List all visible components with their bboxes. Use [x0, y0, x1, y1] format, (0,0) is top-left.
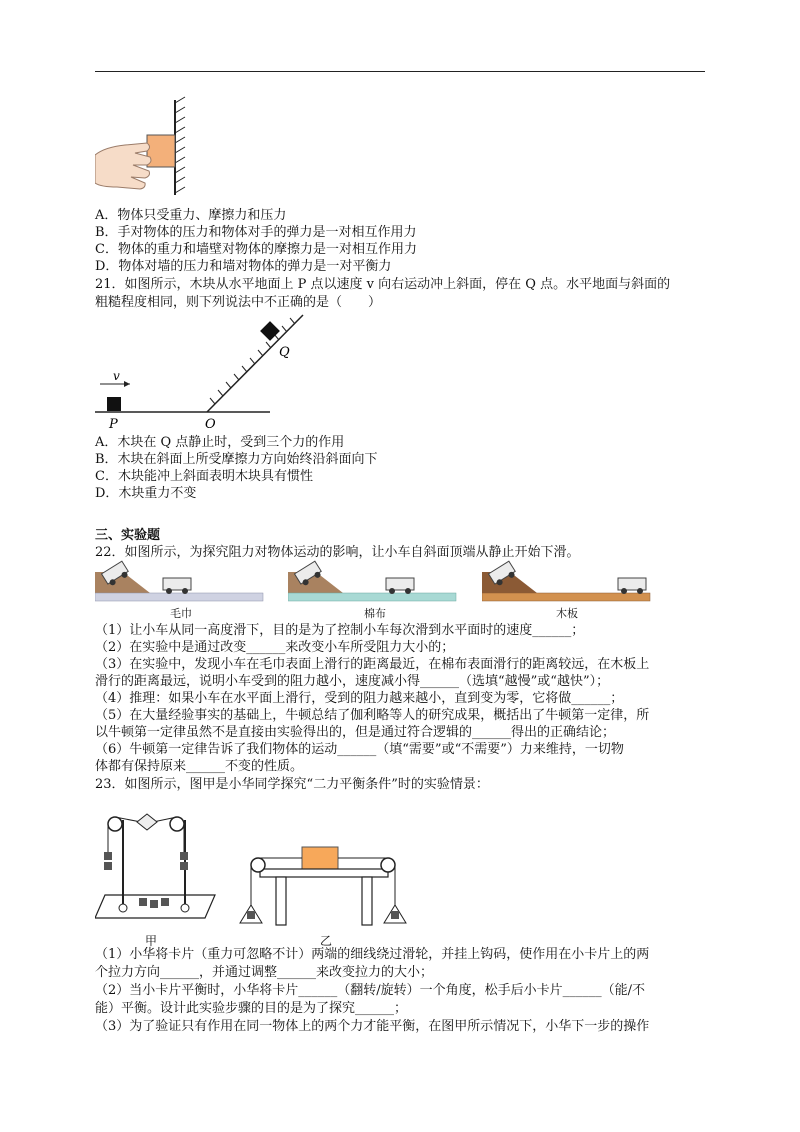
caption-cotton: 棉布	[364, 607, 386, 620]
figure-hand-block-wall	[95, 95, 205, 200]
q23-line-5: （3）为了验证只有作用在同一物体上的两个力才能平衡，在图甲所示情况下，小华下一步的操作	[95, 1019, 650, 1034]
q21-stem-line1: 21．如图所示，木块从水平地面上 P 点以速度 v 向右运动冲上斜面，停在 Q 点。水平地面与斜面的	[95, 277, 671, 292]
q22-line-8: （6）牛顿第一定律告诉了我们物体的运动______（填“需要”或“不需要”）力来维持，一切物	[95, 742, 624, 757]
section-title: 三、实验题	[95, 528, 161, 543]
q21-stem-line2: 粗糙程度相同，则下列说法中不正确的是（ ）	[95, 295, 382, 310]
q21-option-c: C．木块能冲上斜面表明木块具有惯性	[95, 469, 313, 484]
caption-yi: 乙	[320, 934, 333, 948]
q20-option-b: B．手对物体的压力和物体对手的弹力是一对相互作用力	[95, 225, 417, 240]
label-v: v	[113, 369, 120, 383]
header-rule	[95, 71, 705, 72]
q21-option-d: D．木块重力不变	[95, 486, 197, 501]
figure-surface-wood	[482, 560, 652, 605]
figure-incline	[95, 310, 305, 432]
label-o: O	[205, 417, 216, 432]
q21-option-b: B．木块在斜面上所受摩擦力方向始终沿斜面向下	[95, 452, 378, 467]
q23-line-1: （1）小华将卡片（重力可忽略不计）两端的细线绕过滑轮，并挂上钩码，使作用在小卡片上的两	[95, 947, 650, 962]
q22-line-4: 滑行的距离最远，说明小车受到的阻力越小，速度减小得______（选填“越慢”或“越快”）；	[95, 674, 610, 689]
q20-option-c: C．物体的重力和墙壁对物体的摩擦力是一对相互作用力	[95, 242, 417, 257]
figure-yi	[238, 835, 408, 930]
q23-stem: 23．如图所示，图甲是小华同学探究“二力平衡条件”时的实验情景：	[95, 777, 489, 792]
q23-line-2: 个拉力方向______，并通过调整______来改变拉力的大小；	[95, 965, 434, 980]
q22-line-6: （5）在大量经验事实的基础上，牛顿总结了伽利略等人的研究成果，概括出了牛顿第一定律，所	[95, 708, 650, 723]
caption-wood: 木板	[556, 607, 578, 620]
caption-jia: 甲	[145, 934, 158, 948]
q20-option-a: A．物体只受重力、摩擦力和压力	[95, 208, 287, 223]
q22-line-2: （2）在实验中是通过改变______来改变小车所受阻力大小的；	[95, 640, 455, 655]
label-p: P	[109, 417, 118, 432]
q22-line-5: （4）推理：如果小车在水平面上滑行，受到的阻力越来越小，直到变为零，它将做______；	[95, 691, 624, 706]
q21-option-a: A．木块在 Q 点静止时，受到三个力的作用	[95, 435, 345, 450]
q20-option-d: D．物体对墙的压力和墙对物体的弹力是一对平衡力	[95, 259, 392, 274]
label-q: Q	[279, 345, 290, 360]
figure-jia	[95, 800, 220, 930]
q22-line-7: 以牛顿第一定律虽然不是直接由实验得出的，但是通过符合逻辑的______得出的正确结论；	[95, 725, 616, 740]
q23-line-4: 能）平衡。设计此实验步骤的目的是为了探究______；	[95, 1001, 408, 1016]
caption-towel: 毛巾	[170, 607, 192, 620]
figure-surface-cotton	[288, 560, 458, 605]
q22-line-9: 体都有保持原来______不变的性质。	[95, 759, 304, 774]
q22-line-3: （3）在实验中，发现小车在毛巾表面上滑行的距离最近，在棉布表面滑行的距离较远，在木板上	[95, 657, 650, 672]
q22-stem: 22．如图所示，为探究阻力对物体运动的影响，让小车自斜面顶端从静止开始下滑。	[95, 545, 580, 560]
q23-line-3: （2）当小卡片平衡时，小华将卡片______（翻转/旋转）一个角度，松手后小卡片______（能/不	[95, 983, 646, 998]
figure-surface-towel	[95, 560, 265, 605]
q22-line-1: （1）让小车从同一高度滑下，目的是为了控制小车每次滑到水平面时的速度______；	[95, 623, 585, 638]
